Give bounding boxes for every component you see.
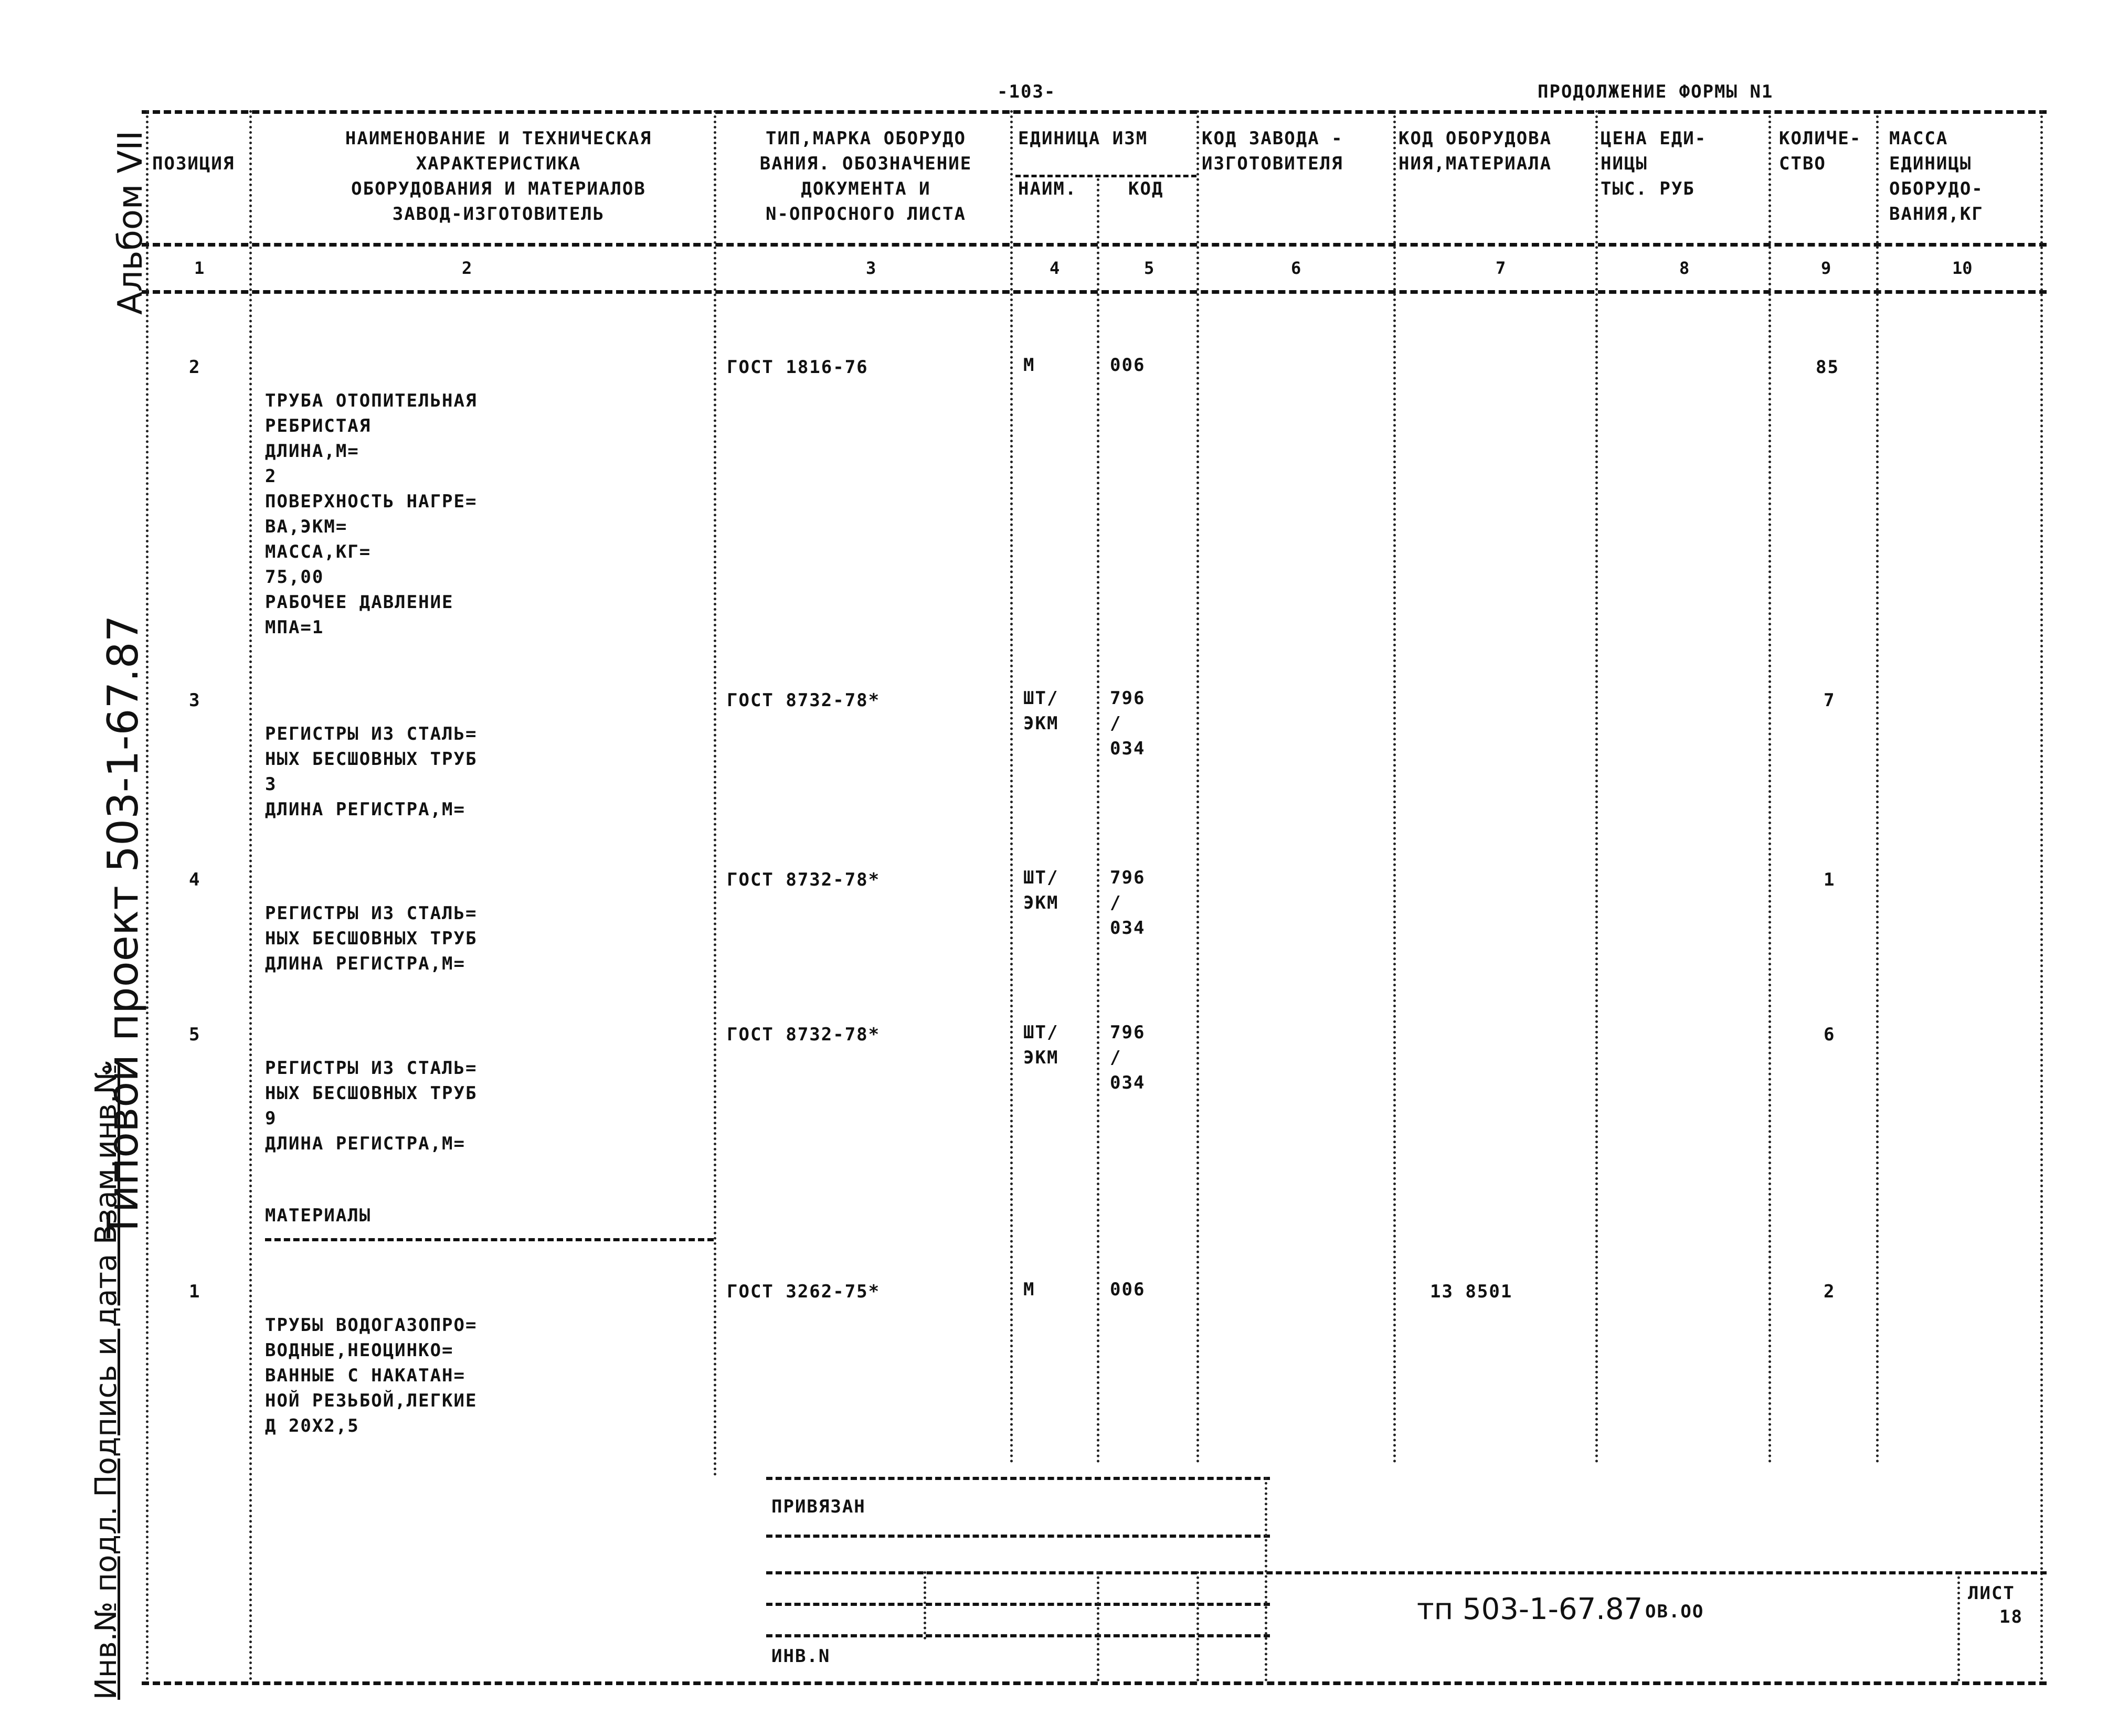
- row-pos: 3: [189, 690, 201, 711]
- header-col-2: НАИМЕНОВАНИЕ И ТЕХНИЧЕСКАЯ ХАРАКТЕРИСТИКА ОБОРУДОВАНИЯ И МАТЕРИАЛОВ ЗАВОД-ИЗГОТОВИТЕЛЬ: [345, 128, 652, 225]
- row-unit: ШТ/ ЭКМ: [1023, 867, 1059, 913]
- row-qty: 2: [1824, 1281, 1836, 1302]
- col-sep-2: [714, 110, 716, 1477]
- album-label: Альбом VII: [111, 130, 150, 315]
- row-doc: ГОСТ 8732-78*: [727, 1024, 881, 1045]
- col-number-4: 4: [1050, 258, 1060, 278]
- row-name: РЕГИСТРЫ ИЗ СТАЛЬ= НЫХ БЕСШОВНЫХ ТРУБ ДЛИНА РЕГИСТРА,М=: [265, 903, 478, 974]
- header-col-9: КОЛИЧЕ- СТВО: [1779, 128, 1862, 174]
- header-col-4: ЕДИНИЦА ИЗМ НАИМ.: [1018, 128, 1148, 199]
- materials-underline: [265, 1238, 714, 1241]
- col-number-5: 5: [1144, 258, 1154, 278]
- column-number-rule: [142, 290, 2047, 294]
- header-col-10: МАССА ЕДИНИЦЫ ОБОРУДО- ВАНИЯ,КГ: [1889, 128, 1984, 225]
- col-sep-8: [1768, 110, 1771, 1464]
- table-top-rule: [142, 110, 2047, 114]
- table-bottom-rule: [142, 1681, 2047, 1685]
- col-sep-7: [1595, 110, 1598, 1464]
- row-doc: ГОСТ 8732-78*: [727, 869, 881, 890]
- col-sep-3: [1010, 110, 1013, 1464]
- row-doc: ГОСТ 1816-76: [727, 357, 868, 378]
- stamp-bound-label: ПРИВЯЗАН: [771, 1496, 866, 1517]
- col-number-3: 3: [866, 258, 876, 278]
- col-number-6: 6: [1291, 258, 1301, 278]
- header-col-3: ТИП,МАРКА ОБОРУДО ВАНИЯ. ОБОЗНАЧЕНИЕ ДОКУМЕНТА И N-ОПРОСНОГО ЛИСТА: [759, 128, 972, 225]
- stamp-top-rule: [766, 1477, 1270, 1480]
- stamp-rule-4: [766, 1603, 1270, 1606]
- header-col-7: КОД ОБОРУДОВА НИЯ,МАТЕРИАЛА: [1399, 128, 1552, 174]
- row-unit: ШТ/ ЭКМ: [1023, 1022, 1059, 1068]
- header-col-1: ПОЗИЦИЯ: [152, 153, 235, 174]
- row-unit: ШТ/ ЭКМ: [1023, 688, 1059, 734]
- stamp-rule-3: [766, 1571, 2047, 1574]
- row-name: РЕГИСТРЫ ИЗ СТАЛЬ= НЫХ БЕСШОВНЫХ ТРУБ 9 ДЛИНА РЕГИСТРА,М=: [265, 1058, 478, 1154]
- col-number-10: 10: [1952, 258, 1973, 278]
- stamp-sep-1: [924, 1571, 926, 1639]
- row-code: 796 / 034: [1110, 1022, 1146, 1093]
- stamp-sep-4: [1265, 1477, 1267, 1681]
- row-code: 796 / 034: [1110, 688, 1146, 759]
- stamp-sep-sheet: [1957, 1571, 1960, 1681]
- row-name: РЕГИСТРЫ ИЗ СТАЛЬ= НЫХ БЕСШОВНЫХ ТРУБ 3 ДЛИНА РЕГИСТРА,М=: [265, 723, 478, 820]
- row-name: ТРУБА ОТОПИТЕЛЬНАЯ РЕБРИСТАЯ ДЛИНА,М= 2 ПОВЕРХНОСТЬ НАГРЕ= ВА,ЭКМ= МАССА,КГ= 75,00 РАБОЧЕЕ ДАВЛЕНИЕ МПА=1: [265, 390, 478, 638]
- row-pos: 2: [189, 357, 201, 378]
- col-sep-5: [1196, 110, 1199, 1464]
- project-label: Типовой проект 503-1-67.87: [99, 615, 147, 1238]
- col-sep-left: [146, 110, 149, 1681]
- materials-heading: МАТЕРИАЛЫ: [265, 1205, 372, 1226]
- row-doc: ГОСТ 3262-75*: [727, 1281, 881, 1302]
- document-designation: тп 503-1-67.87: [1417, 1592, 1643, 1626]
- document-suffix: ОВ.ОО: [1645, 1601, 1704, 1622]
- row-code: 006: [1110, 355, 1146, 376]
- stamp-rule-5: [766, 1634, 1270, 1637]
- form-continuation-title: ПРОДОЛЖЕНИЕ ФОРМЫ N1: [1538, 81, 1774, 102]
- stamp-inv-label: ИНВ.N: [771, 1646, 831, 1667]
- col-number-8: 8: [1679, 258, 1690, 278]
- row-pos: 5: [189, 1024, 201, 1045]
- archive-stamp-label: Инв.№ подл. Подпись и дата Взам.инв.№: [89, 1063, 123, 1700]
- stamp-sep-3: [1196, 1571, 1199, 1681]
- row-unit: М: [1023, 1279, 1035, 1300]
- header-col-5: КОД: [1128, 178, 1164, 199]
- col-sep-1: [249, 110, 252, 1681]
- col-number-2: 2: [462, 258, 472, 278]
- header-col-6: КОД ЗАВОДА - ИЗГОТОВИТЕЛЯ: [1202, 128, 1343, 174]
- col-sep-right: [2040, 110, 2043, 1681]
- row-pos: 1: [189, 1281, 201, 1302]
- row-pos: 4: [189, 869, 201, 890]
- col-number-1: 1: [194, 258, 205, 278]
- page-number: -103-: [997, 81, 1056, 102]
- row-qty: 85: [1816, 357, 1839, 378]
- sheet-label: ЛИСТ: [1968, 1583, 2015, 1604]
- row-qty: 7: [1824, 690, 1836, 711]
- row-qty: 1: [1824, 869, 1836, 890]
- col-sep-9: [1876, 110, 1879, 1464]
- header-bottom-rule: [142, 243, 2047, 247]
- col-number-7: 7: [1496, 258, 1506, 278]
- row-unit: М: [1023, 355, 1035, 376]
- stamp-sep-2: [1097, 1571, 1099, 1681]
- row-code: 796 / 034: [1110, 867, 1146, 939]
- col-sep-6: [1393, 110, 1396, 1464]
- col-number-9: 9: [1821, 258, 1831, 278]
- header-col-8: ЦЕНА ЕДИ- НИЦЫ ТЫС. РУБ: [1601, 128, 1707, 199]
- col-sep-4: [1097, 178, 1099, 1464]
- row-qty: 6: [1824, 1024, 1836, 1045]
- stamp-rule-2: [766, 1535, 1270, 1538]
- row-doc: ГОСТ 8732-78*: [727, 690, 881, 711]
- row-material-code: 13 8501: [1430, 1281, 1513, 1302]
- row-code: 006: [1110, 1279, 1146, 1300]
- sheet-number: 18: [1999, 1606, 2023, 1627]
- row-name: ТРУБЫ ВОДОГАЗОПРО= ВОДНЫЕ,НЕОЦИНКО= ВАННЫЕ С НАКАТАН= НОЙ РЕЗЬБОЙ,ЛЕГКИЕ Д 20Х2,5: [265, 1315, 478, 1436]
